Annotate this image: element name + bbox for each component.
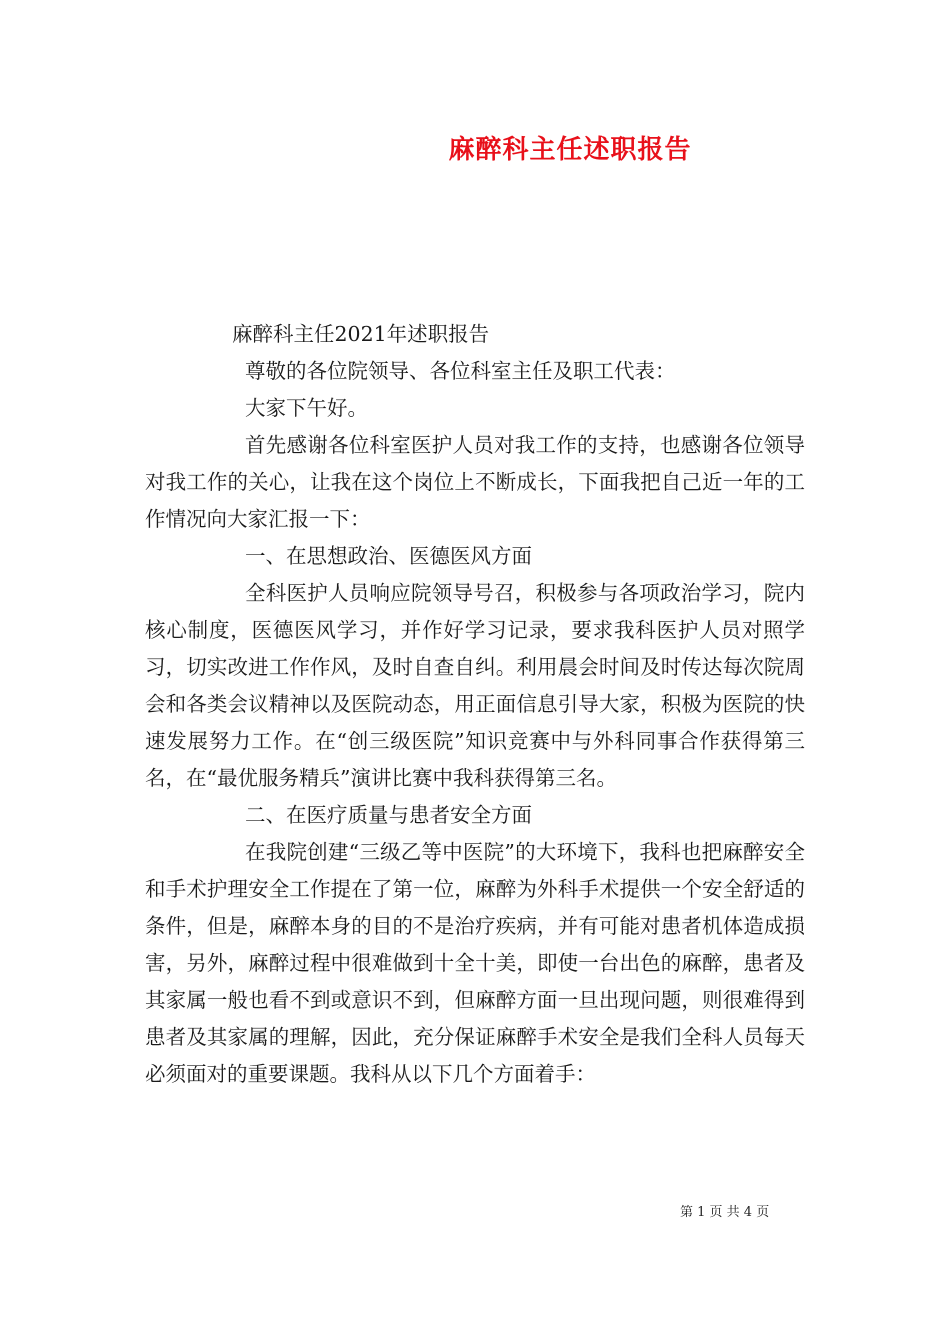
document-body	[145, 316, 805, 1093]
greeting: 大家下午好。	[245, 396, 368, 420]
paragraph-intro: 首先感谢各位科室医护人员对我工作的支持，也感谢各位领导对我工作的关心，让我在这个岗位上不断成长，下面我把自己近一年的工作情况向大家汇报一下：	[145, 433, 805, 531]
salutation: 尊敬的各位院领导、各位科室主任及职工代表：	[245, 359, 676, 383]
page-number: 第 1 页 共 4 页	[680, 1205, 770, 1220]
document-title: 麻醉科主任述职报告	[448, 135, 692, 165]
section-1-heading: 一、在思想政治、医德医风方面	[245, 544, 532, 568]
section-2-heading: 二、在医疗质量与患者安全方面	[245, 803, 532, 827]
section-1-body: 全科医护人员响应院领导号召，积极参与各项政治学习，院内核心制度，医德医风学习，并作好学习记录，要求我科医护人员对照学习，切实改进工作作风，及时自查自纠。利用晨会时间及时传达每次院周会和各类会议精神以及医院动态，用正面信息引导大家，积极为医院的快速发展努力工作。在“创三级医院”知识竞赛中与外科同事合作获得第三名，在“最优服务精兵”演讲比赛中我科获得第三名。	[145, 581, 805, 790]
report-subtitle: 麻醉科主任2021年述职报告	[232, 322, 490, 346]
section-2-body: 在我院创建“三级乙等中医院”的大环境下，我科也把麻醉安全和手术护理安全工作提在了第一位，麻醉为外科手术提供一个安全舒适的条件，但是，麻醉本身的目的不是治疗疾病，并有可能对患者机体造成损害，另外，麻醉过程中很难做到十全十美，即使一台出色的麻醉，患者及其家属一般也看不到或意识不到，但麻醉方面一旦出现问题，则很难得到患者及其家属的理解，因此，充分保证麻醉手术安全是我们全科人员每天必须面对的重要课题。我科从以下几个方面着手：	[145, 840, 805, 1086]
